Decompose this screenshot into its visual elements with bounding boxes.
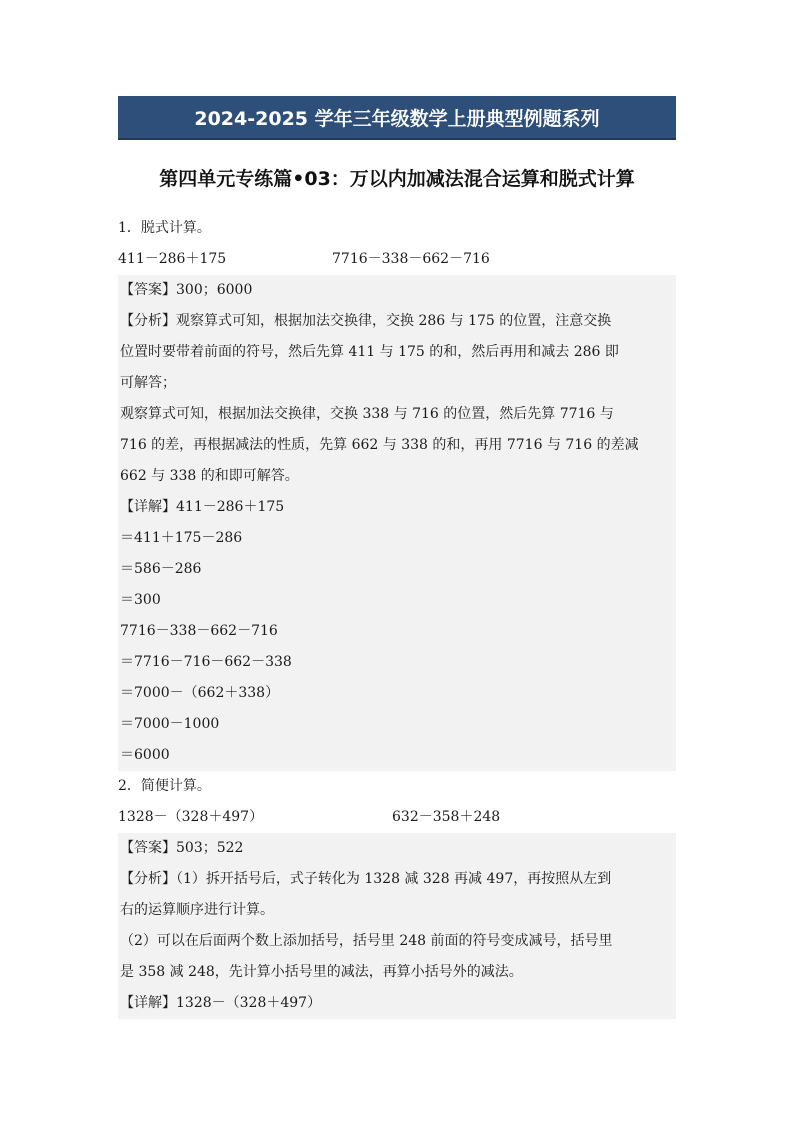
q1-step: ＝7716－716－662－338 bbox=[120, 654, 292, 670]
q1-analysis-line: 可解答； bbox=[120, 375, 176, 391]
q2-analysis-line: 是 358 减 248，先计算小括号里的减法，再算小括号外的减法。 bbox=[120, 964, 523, 980]
q1-expressions bbox=[118, 244, 676, 275]
q2-expressions bbox=[118, 802, 676, 833]
q2-analysis-line: 右的运算顺序进行计算。 bbox=[120, 902, 274, 918]
q1-expr-b: 7716－338－662－716 bbox=[332, 251, 490, 267]
q2-expr-a: 1328－（328＋497） bbox=[118, 809, 264, 825]
unit-title: 第四单元专练篇•03：万以内加减法混合运算和脱式计算 bbox=[159, 168, 635, 190]
q1-analysis-line: 位置时要带着前面的符号，然后先算 411 与 175 的和，然后再用和减去 286 即 bbox=[120, 344, 619, 360]
question-1 bbox=[118, 213, 676, 771]
q1-step: ＝586－286 bbox=[120, 561, 202, 577]
q1-solution-block bbox=[118, 275, 676, 771]
series-banner bbox=[118, 96, 676, 140]
q2-answer: 【答案】503；522 bbox=[120, 840, 244, 856]
q1-step: ＝6000 bbox=[120, 747, 170, 763]
q1-step: 7716－338－662－716 bbox=[120, 623, 278, 639]
q1-expr-a: 411－286＋175 bbox=[118, 251, 227, 267]
q1-step: ＝7000－（662＋338） bbox=[120, 685, 280, 701]
question-2 bbox=[118, 771, 676, 1019]
q1-analysis-line: 【分析】观察算式可知，根据加法交换律，交换 286 与 175 的位置，注意交换 bbox=[120, 313, 612, 329]
q2-title: 2．简便计算。 bbox=[118, 778, 211, 794]
q1-title: 1．脱式计算。 bbox=[118, 220, 211, 236]
q1-analysis-line: 716 的差，再根据减法的性质，先算 662 与 338 的和，再用 7716 与 716 的差减 bbox=[120, 437, 639, 453]
q1-analysis-line: 观察算式可知，根据加法交换律，交换 338 与 716 的位置，然后先算 7716 与 bbox=[120, 406, 614, 422]
document-page bbox=[118, 96, 676, 1019]
q1-step: ＝7000－1000 bbox=[120, 716, 220, 732]
q2-solution-block bbox=[118, 833, 676, 1019]
q1-step: ＝300 bbox=[120, 592, 161, 608]
q2-analysis-line: 【分析】（1）拆开括号后，式子转化为 1328 减 328 再减 497，再按照从左到 bbox=[120, 871, 612, 887]
q2-expr-b: 632－358＋248 bbox=[392, 809, 501, 825]
q2-detail: 【详解】1328－（328＋497） bbox=[120, 995, 322, 1011]
q1-analysis-line: 662 与 338 的和即可解答。 bbox=[120, 468, 299, 484]
banner-title: 2024-2025 学年三年级数学上册典型例题系列 bbox=[194, 107, 600, 130]
q1-step: ＝411＋175－286 bbox=[120, 530, 243, 546]
q2-analysis-line: （2）可以在后面两个数上添加括号，括号里 248 前面的符号变成减号，括号里 bbox=[120, 933, 613, 949]
q1-answer: 【答案】300；6000 bbox=[120, 282, 253, 298]
q1-step: 【详解】411－286＋175 bbox=[120, 499, 285, 515]
